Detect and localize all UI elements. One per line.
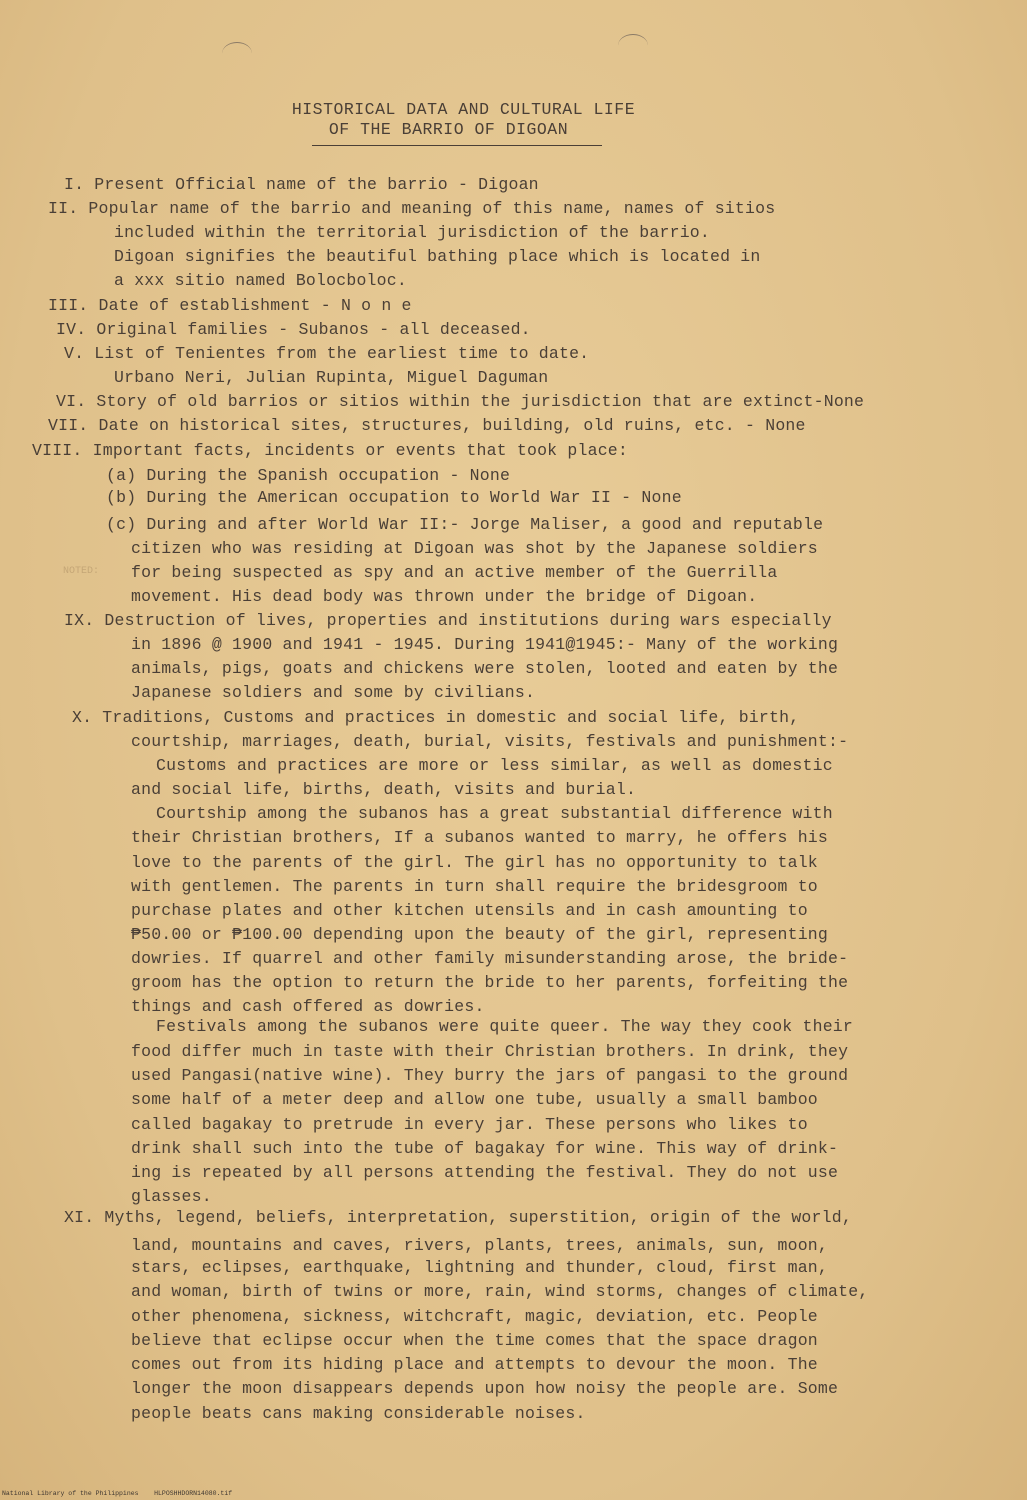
text-line: included within the territorial jurisdiction of the barrio. (114, 223, 710, 242)
text-line: I. Present Official name of the barrio - Digoan (64, 175, 539, 194)
scan-footer: National Library of the Philippines HLPOSHHDORN14080.tif (2, 1490, 233, 1497)
text-line: Digoan signifies the beautiful bathing place which is located in (114, 247, 761, 266)
text-line: things and cash offered as dowries. (131, 997, 485, 1016)
text-line: IV. Original families - Subanos - all deceased. (56, 320, 531, 339)
text-line: (a) During the Spanish occupation - None (106, 466, 511, 485)
text-line: love to the parents of the girl. The girl has no opportunity to talk (131, 853, 818, 872)
text-line: believe that eclipse occur when the time comes that the space dragon (131, 1331, 818, 1350)
text-line: Urbano Neri, Julian Rupinta, Miguel Daguman (114, 368, 549, 387)
text-line: XI. Myths, legend, beliefs, interpretation, superstition, origin of the world, (64, 1208, 852, 1227)
text-line: for being suspected as spy and an active member of the Guerrilla (131, 563, 778, 582)
text-line: movement. His dead body was thrown under the bridge of Digoan. (131, 587, 758, 606)
text-line: longer the moon disappears depends upon how noisy the people are. Some (131, 1379, 839, 1398)
text-line: Customs and practices are more or less similar, as well as domestic (156, 756, 833, 775)
text-line: Courtship among the subanos has a great substantial difference with (156, 804, 833, 823)
text-line: and social life, births, death, visits and burial. (131, 780, 637, 799)
text-line: people beats cans making considerable noises. (131, 1404, 586, 1423)
text-line: citizen who was residing at Digoan was shot by the Japanese soldiers (131, 539, 818, 558)
text-line: Japanese soldiers and some by civilians. (131, 683, 536, 702)
text-line: dowries. If quarrel and other family misunderstanding arose, the bride- (131, 949, 849, 968)
text-line: purchase plates and other kitchen utensils and in cash amounting to (131, 901, 808, 920)
text-line: VII. Date on historical sites, structures, building, old ruins, etc. - None (48, 416, 806, 435)
text-line: other phenomena, sickness, witchcraft, magic, deviation, etc. People (131, 1307, 818, 1326)
text-line: in 1896 @ 1900 and 1941 - 1945. During 1941@1945:- Many of the working (131, 635, 839, 654)
text-line: II. Popular name of the barrio and meaning of this name, names of sitios (48, 199, 776, 218)
text-line: drink shall such into the tube of bagakay for wine. This way of drink- (131, 1139, 839, 1158)
document-title-line-1: HISTORICAL DATA AND CULTURAL LIFE (291, 100, 636, 119)
text-line: land, mountains and caves, rivers, plants, trees, animals, sun, moon, (131, 1236, 829, 1255)
text-line: comes out from its hiding place and attempts to devour the moon. The (131, 1355, 818, 1374)
text-line: with gentlemen. The parents in turn shall require the bridesgroom to (131, 877, 818, 896)
punch-hole-left (222, 42, 252, 65)
text-line: (b) During the American occupation to World War II - None (106, 488, 682, 507)
text-line: VI. Story of old barrios or sitios within the jurisdiction that are extinct-None (56, 392, 865, 411)
text-line: III. Date of establishment - N o n e (48, 296, 412, 315)
text-line: X. Traditions, Customs and practices in domestic and social life, birth, (72, 708, 800, 727)
text-line: glasses. (131, 1187, 212, 1206)
text-line: groom has the option to return the bride to her parents, forfeiting the (131, 973, 849, 992)
text-line: courtship, marriages, death, burial, visits, festivals and punishment:- (131, 732, 849, 751)
text-line: a xxx sitio named Bolocboloc. (114, 271, 407, 290)
punch-hole-right (618, 34, 648, 57)
text-line: food differ much in taste with their Christian brothers. In drink, they (131, 1042, 849, 1061)
text-line: Festivals among the subanos were quite queer. The way they cook their (156, 1017, 854, 1036)
text-line: their Christian brothers, If a subanos wanted to marry, he offers his (131, 828, 829, 847)
text-line: and woman, birth of twins or more, rain, wind storms, changes of climate, (131, 1282, 869, 1301)
side-note: NOTED: (63, 566, 100, 577)
text-line: IX. Destruction of lives, properties and institutions during wars especially (64, 611, 832, 630)
text-line: called bagakay to pretrude in every jar. These persons who likes to (131, 1115, 808, 1134)
text-line: VIII. Important facts, incidents or events that took place: (32, 441, 628, 460)
text-line: used Pangasi(native wine). They burry the jars of pangasi to the ground (131, 1066, 849, 1085)
text-line: stars, eclipses, earthquake, lightning and thunder, cloud, first man, (131, 1258, 829, 1277)
text-line: ing is repeated by all persons attending the festival. They do not use (131, 1163, 839, 1182)
text-line: animals, pigs, goats and chickens were stolen, looted and eaten by the (131, 659, 839, 678)
title-underline (312, 145, 602, 146)
text-line: ₱50.00 or ₱100.00 depending upon the beauty of the girl, representing (131, 925, 829, 944)
document-title-line-2: OF THE BARRIO OF DIGOAN (328, 120, 569, 139)
text-line: (c) During and after World War II:- Jorge Maliser, a good and reputable (106, 515, 824, 534)
text-line: V. List of Tenientes from the earliest time to date. (64, 344, 590, 363)
text-line: some half of a meter deep and allow one tube, usually a small bamboo (131, 1090, 818, 1109)
